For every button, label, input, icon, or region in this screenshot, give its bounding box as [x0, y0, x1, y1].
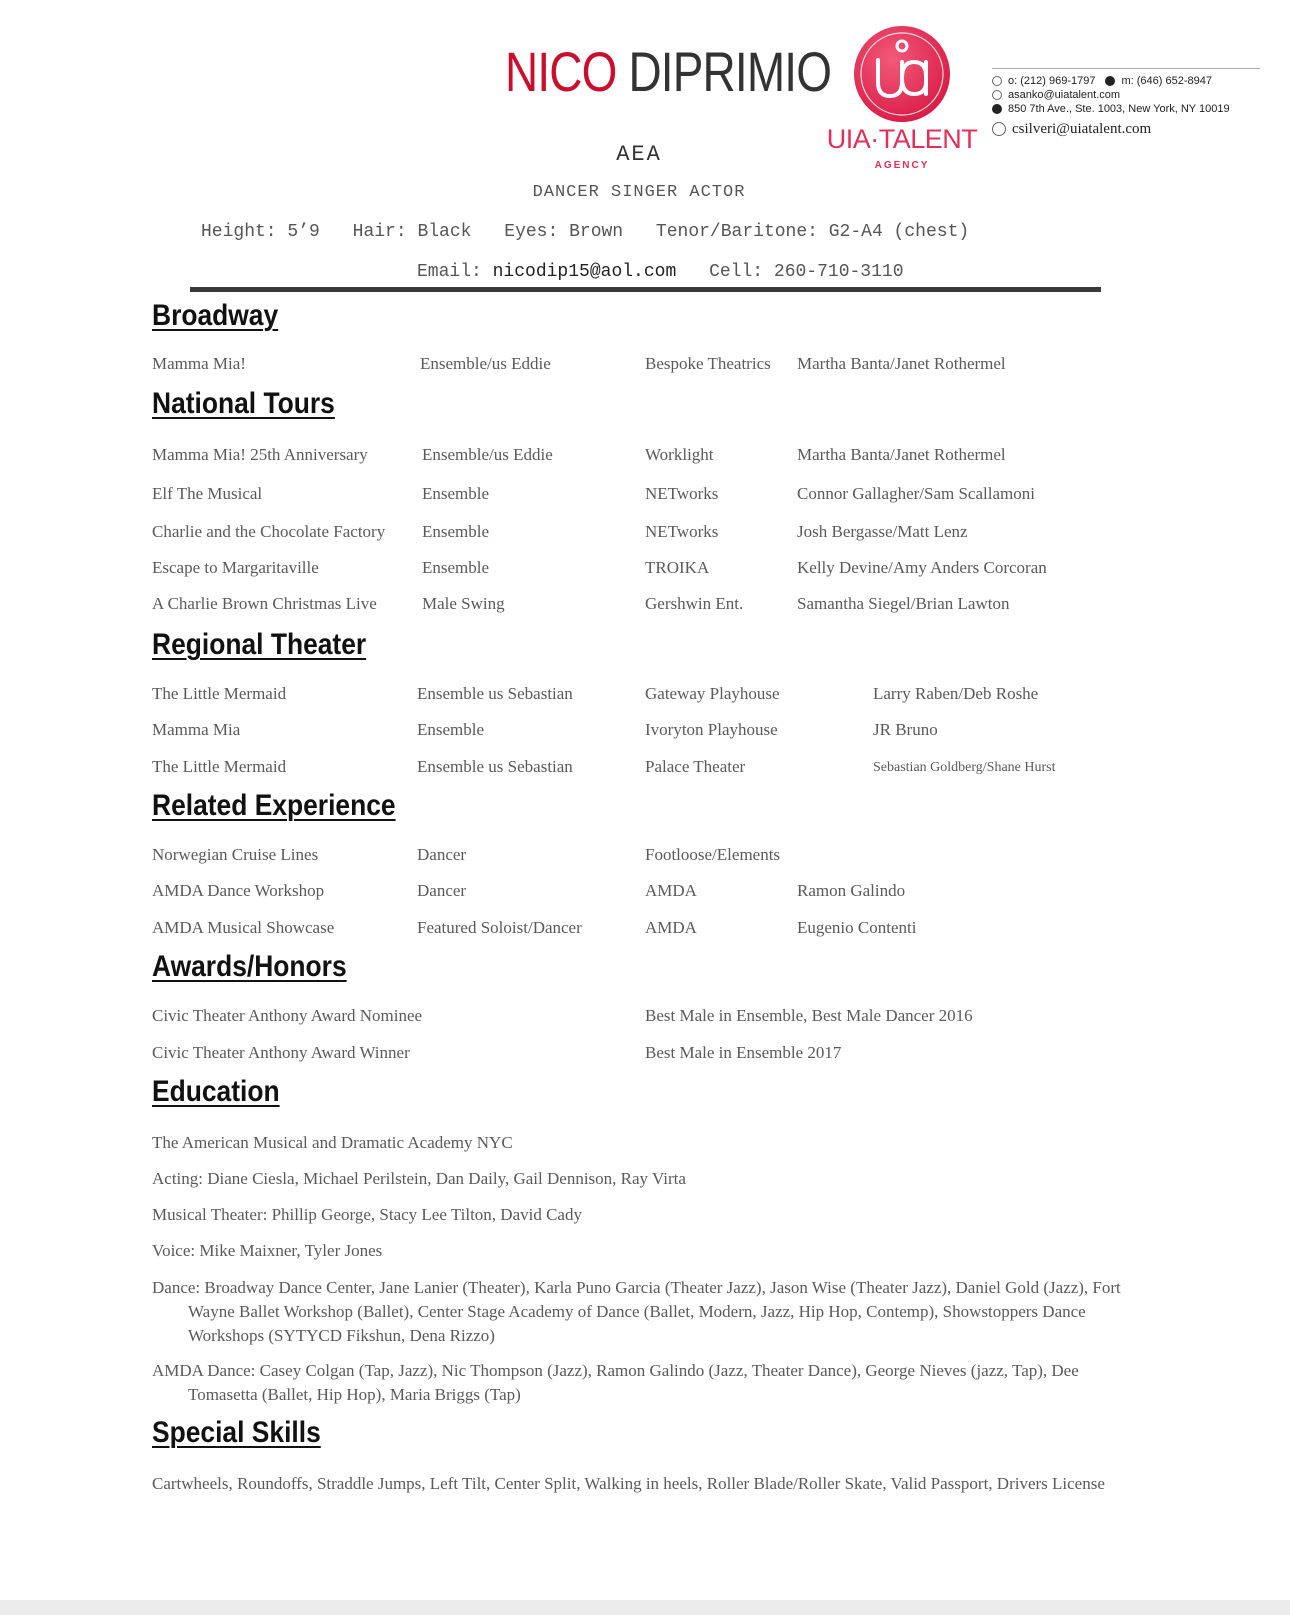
personal-email[interactable]: nicodip15@aol.com [492, 262, 677, 282]
education-line: Acting: Diane Ciesla, Michael Perilstein, Dan Daily, Gail Dennison, Ray Virta [152, 1169, 686, 1188]
agency-contact [992, 74, 1272, 136]
section-heading-national-tours: National Tours [152, 387, 335, 420]
credit-row [0, 354, 1290, 378]
special-skills-text: Cartwheels, Roundoffs, Straddle Jumps, Left Tilt, Center Split, Walking in heels, Roller Blade/Roller Skate, Valid Passport, Drivers License [152, 1474, 1105, 1493]
credit-director: Sebastian Goldberg/Shane Hurst [873, 760, 1056, 775]
credit-company: Gateway Playhouse [645, 684, 780, 703]
logo-subtitle: AGENCY [874, 160, 930, 171]
education-line: Dance: Broadway Dance Center, Jane Lanier (Theater), Karla Puno Garcia (Theater Jazz), Jason Wise (Theater Jazz), Daniel Gold (Jazz), Fort Wayne Ballet Workshop (Ballet), Center Stage Academy of Dance (Ballet, Modern, Jazz, Hip Hop, Contemp), Showstoppers Dance Workshops (SYTYCD Fikshun, Dena Rizzo) [152, 1278, 1121, 1345]
performer-name [505, 40, 832, 103]
credit-row [0, 845, 1290, 869]
credit-director: Martha Banta/Janet Rothermel [797, 445, 1006, 464]
credit-director: Kelly Devine/Amy Anders Corcoran [797, 558, 1047, 577]
credit-row [0, 522, 1290, 546]
credit-company: Worklight [645, 445, 714, 464]
credit-show: Norwegian Cruise Lines [152, 845, 319, 864]
credit-show: Escape to Margaritaville [152, 558, 319, 577]
section-heading-awards: Awards/Honors [152, 950, 347, 983]
credit-show: Mamma Mia! [152, 354, 246, 373]
credit-director: Eugenio Contenti [797, 918, 917, 937]
education-line: Voice: Mike Maixner, Tyler Jones [152, 1241, 383, 1260]
physical-stats [201, 222, 991, 242]
phone-icon [992, 76, 1002, 86]
credit-director: Samantha Siegel/Brian Lawton [797, 594, 1010, 613]
personal-contact [417, 262, 904, 282]
credit-role: Dancer [417, 881, 467, 900]
credit-role: Ensemble [422, 522, 490, 541]
credit-company: AMDA [645, 881, 697, 900]
credit-row [0, 594, 1290, 618]
award-name: Civic Theater Anthony Award Winner [152, 1043, 410, 1062]
location-icon [992, 104, 1002, 114]
email-label: Email: [417, 262, 482, 282]
credit-director: Ramon Galindo [797, 881, 906, 900]
education-line: AMDA Dance: Casey Colgan (Tap, Jazz), Nic Thompson (Jazz), Ramon Galindo (Jazz, Theater Dance), George Nieves (jazz, Tap), Dee Tomasetta (Ballet, Hip Hop), Maria Briggs (Tap) [152, 1361, 1079, 1404]
agency-email-1[interactable]: asanko@uiatalent.com [1008, 89, 1121, 101]
credit-row [0, 881, 1290, 905]
first-name: NICO [505, 40, 617, 103]
stat-eyes: Eyes: Brown [504, 222, 624, 242]
credit-role: Ensemble us Sebastian [417, 757, 573, 776]
section-heading-broadway: Broadway [152, 299, 279, 332]
credit-director: Connor Gallagher/Sam Scallamoni [797, 484, 1035, 503]
stat-voice: Tenor/Baritone: G2-A4 (chest) [655, 222, 970, 242]
credit-director: Martha Banta/Janet Rothermel [797, 354, 1006, 373]
credit-role: Ensemble [422, 558, 490, 577]
award-name: Civic Theater Anthony Award Nominee [152, 1006, 423, 1025]
credit-show: AMDA Musical Showcase [152, 918, 335, 937]
credit-row [0, 757, 1290, 781]
credit-row [0, 445, 1290, 469]
credit-director: Josh Bergasse/Matt Lenz [797, 522, 968, 541]
credit-show: Charlie and the Chocolate Factory [152, 522, 386, 541]
page-bottom-edge [0, 1600, 1290, 1615]
credit-director: Larry Raben/Deb Roshe [873, 684, 1039, 703]
agency-divider [992, 68, 1260, 69]
credit-company: NETworks [645, 484, 719, 503]
education-line: Musical Theater: Phillip George, Stacy Lee Tilton, David Cady [152, 1205, 582, 1224]
agency-mobile-phone: m: (646) 652-8947 [1121, 75, 1212, 87]
stat-hair: Hair: Black [352, 222, 472, 242]
credit-company: TROIKA [645, 558, 710, 577]
credit-role: Ensemble/us Eddie [420, 354, 551, 373]
credit-role: Ensemble [422, 484, 490, 503]
credit-role: Dancer [417, 845, 467, 864]
union-affiliation: AEA [616, 142, 662, 167]
credit-row [0, 558, 1290, 582]
section-heading-regional-theater: Regional Theater [152, 628, 367, 661]
credit-show: AMDA Dance Workshop [152, 881, 325, 900]
credit-show: The Little Mermaid [152, 684, 287, 703]
credit-company: AMDA [645, 918, 697, 937]
credit-show: Mamma Mia [152, 720, 241, 739]
section-heading-education: Education [152, 1075, 280, 1108]
credit-show: A Charlie Brown Christmas Live [152, 594, 377, 613]
credit-role: Featured Soloist/Dancer [417, 918, 582, 937]
credit-row [0, 684, 1290, 708]
credit-company: Ivoryton Playhouse [645, 720, 778, 739]
credit-company: Bespoke Theatrics [645, 354, 771, 373]
credit-show: Mamma Mia! 25th Anniversary [152, 445, 368, 464]
logo-wordmark: UIA·TALENT [826, 124, 978, 154]
stat-height: Height: 5’9 [201, 222, 320, 242]
award-detail: Best Male in Ensemble, Best Male Dancer 2016 [645, 1006, 973, 1025]
credit-role: Ensemble/us Eddie [422, 445, 553, 464]
last-name: DIPRIMIO [628, 40, 832, 103]
award-row [0, 1006, 1290, 1030]
disciplines: DANCER SINGER ACTOR [532, 183, 746, 202]
section-heading-related-experience: Related Experience [152, 789, 396, 822]
credit-company: Palace Theater [645, 757, 746, 776]
cell-phone: Cell: 260-710-3110 [709, 262, 904, 282]
header-divider [190, 287, 1101, 292]
credit-role: Ensemble us Sebastian [417, 684, 573, 703]
section-heading-special-skills: Special Skills [152, 1416, 321, 1449]
credit-show: Elf The Musical [152, 484, 263, 503]
credit-company: NETworks [645, 522, 719, 541]
mobile-icon [1105, 76, 1115, 86]
award-detail: Best Male in Ensemble 2017 [645, 1043, 842, 1062]
email-icon [992, 122, 1006, 136]
agency-email-2[interactable]: csilveri@uiatalent.com [1012, 121, 1152, 137]
credit-role: Male Swing [422, 594, 505, 613]
credit-role: Ensemble [417, 720, 485, 739]
credit-row [0, 918, 1290, 942]
agency-address: 850 7th Ave., Ste. 1003, New York, NY 10019 [1008, 103, 1230, 115]
credit-director: JR Bruno [873, 720, 938, 739]
credit-show: The Little Mermaid [152, 757, 287, 776]
agency-office-phone: o: (212) 969-1797 [1008, 75, 1096, 87]
credit-company: Footloose/Elements [645, 845, 781, 864]
email-icon [992, 90, 1002, 100]
credit-row [0, 484, 1290, 508]
award-row [0, 1043, 1290, 1067]
education-line: The American Musical and Dramatic Academy NYC [152, 1133, 513, 1152]
credit-company: Gershwin Ent. [645, 594, 744, 613]
credit-row [0, 720, 1290, 744]
